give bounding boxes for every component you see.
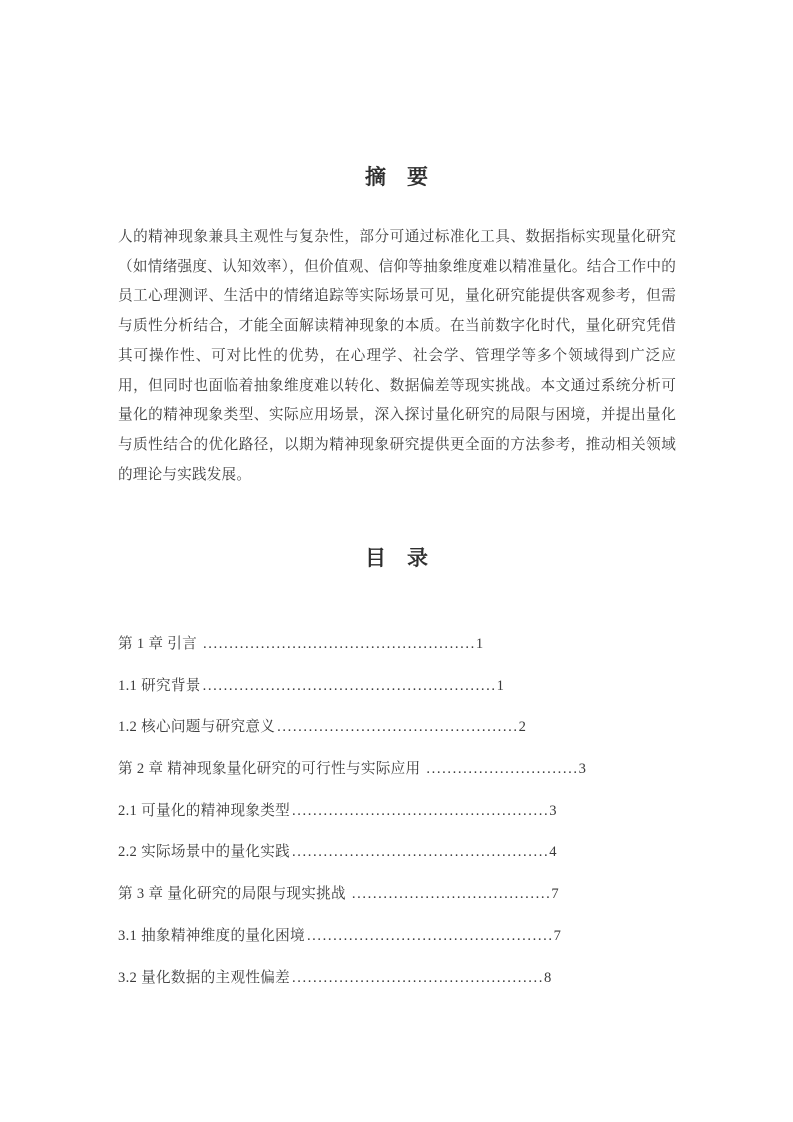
toc-entry-page: 4 [549, 844, 557, 861]
toc-entry-leader: ................................................. [292, 802, 550, 819]
toc-entry-label: 第 2 章 精神现象量化研究的可行性与实际应用 [118, 761, 425, 778]
toc-entry-page: 1 [496, 677, 504, 694]
toc-entry-leader: ............................................... [306, 927, 554, 944]
toc-entry-page: 2 [518, 719, 526, 736]
abstract-title: 摘 要 [365, 165, 428, 189]
toc-entry-leader: ................................................. [292, 844, 550, 861]
toc-title: 目 录 [365, 546, 428, 570]
toc-entry-page: 8 [543, 969, 552, 986]
toc-entry-label: 1.1 研究背景 [118, 677, 201, 694]
toc-entry-page: 3 [578, 761, 586, 778]
toc-entry [118, 707, 678, 749]
toc-entry-page: 3 [549, 802, 557, 819]
toc-entry-label: 3.2 量化数据的主观性偏差 [118, 969, 291, 986]
toc-entry [118, 916, 678, 958]
toc-entry-label: 2.1 可量化的精神现象类型 [118, 802, 291, 819]
toc-entry-leader: ............................. [426, 761, 579, 778]
toc-entry-label: 3.1 抽象精神维度的量化困境 [118, 927, 305, 944]
toc-entry-page: 7 [553, 927, 561, 944]
toc-entry-label: 1.2 核心问题与研究意义 [118, 719, 276, 736]
toc-entry-page: 7 [551, 886, 559, 903]
toc-entry-leader: .................................................... [202, 636, 476, 652]
toc-entry-leader: ................................................ [292, 969, 544, 986]
toc-entry-label: 第 1 章 引言 [118, 636, 201, 652]
toc-entry-label: 2.2 实际场景中的量化实践 [118, 844, 291, 861]
toc-entry [118, 958, 678, 1000]
toc-entry-leader: .............................................. [277, 719, 519, 736]
toc-entry-page: 1 [475, 636, 484, 652]
toc-entry [118, 666, 678, 708]
toc-entry [118, 749, 678, 791]
toc-entry-leader: ........................................................ [202, 677, 497, 694]
toc-entry [118, 791, 678, 833]
toc-entry-leader: ...................................... [351, 886, 552, 903]
toc-entry [118, 624, 678, 666]
abstract-body-paragraph: 人的精神现象兼具主观性与复杂性，部分可通过标准化工具、数据指标实现量化研究（如情绪强度、认知效率），但价值观、信仰等抽象维度难以精准量化。结合工作中的员工心理测评、生活中的情绪追踪等实际场景可见，量化研究能提供客观参考，但需与质性分析结合，才能全面解读精神现象的本质。在当前数字化时代，量化研究凭借其可操作性、可对比性的优势，在心理学、社会学、管理学等多个领域得到广泛应用，但同时也面临着抽象维度难以转化、数据偏差等现实挑战。本文通过系统分析可量化的精神现象类型、实际应用场景，深入探讨量化研究的局限与困境，并提出量化与质性结合的优化路径，以期为精神现象研究提供更全面的方法参考，推动相关领域的理论与实践发展。 [118, 229, 676, 483]
toc-entry [118, 874, 678, 916]
toc-entry [118, 832, 678, 874]
toc-list [118, 624, 678, 999]
toc-entry-label: 第 3 章 量化研究的局限与现实挑战 [118, 886, 350, 903]
